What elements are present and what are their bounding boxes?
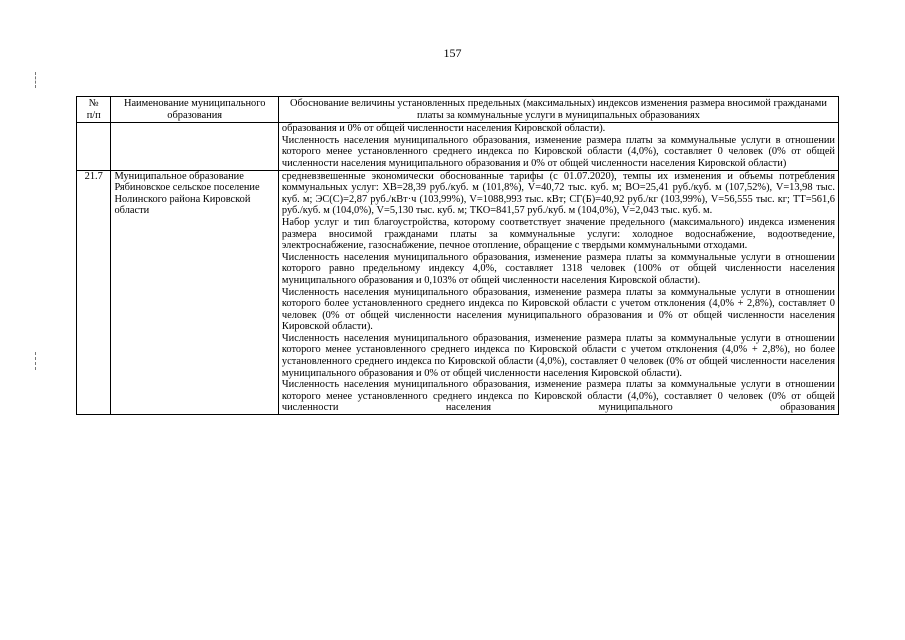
tariff-index-table (76, 96, 839, 415)
header-municipality-name: Наименование муниципального образования (111, 97, 278, 123)
table-row-21-7 (77, 170, 839, 414)
continuation-name (111, 123, 278, 170)
basis-paragraph: образования и 0% от общей численности населения Кировской области). (281, 123, 606, 135)
header-basis: Обоснование величины установленных предельных (максимальных) индексов изменения размера вносимой гражданами платы за коммунальные услуги в муниципальных образованиях (278, 97, 838, 123)
basis-paragraph: Численность населения муниципального образования, изменение размера платы за коммунальные услуги в отношении которого более установленного среднего индекса по Кировской области с учетом отклонения (4,0% + 2,8%), составляет 0 человек (0% от общей численности населения муниципального образования и 0% от общей численности населения Кировской области). (281, 286, 835, 333)
basis-text (278, 170, 838, 414)
basis-paragraph: Численность населения муниципального образования, изменение размера платы за коммунальные услуги в отношении которого равно предельному индексу 4,0%, составляет 1318 человек (100% от общей численности населения муниципального образования и 0,103% от общей численности населения Кировской области). (281, 251, 835, 286)
basis-paragraph: Набор услуг и тип благоустройства, которому соответствует значение предельного (максимального) индекса изменения размера вносимой гражданами платы за коммунальные услуги: холодное водоснабжение, водоотведение, электроснабжение, газоснабжение, печное отопление, обращение с твердыми коммунальными отходами. (281, 216, 835, 252)
table-row-continuation (77, 123, 839, 170)
basis-paragraph: Численность населения муниципального образования, изменение размера платы за коммунальные услуги в отношении которого менее установленного среднего индекса по Кировской области (4,0%), составляет 0 человек (0% от общей численности населения муниципального образования и 0% от общей численности населения Кировской области) (281, 134, 835, 169)
table-header-row (77, 97, 839, 123)
basis-paragraph: Численность населения муниципального образования, изменение размера платы за коммунальные услуги в отношении которого менее установленного среднего индекса по Кировской области с учетом отклонения (4,0% + 2,8%), но более установленного среднего индекса по Кировской области (4,0%), составляет 0 человек (0% от общей численности населения муниципального образования и 0% от общей численности населения Кировской области). (281, 332, 835, 379)
continuation-number (77, 123, 111, 170)
margin-mark (35, 352, 37, 370)
margin-mark (35, 72, 37, 88)
continuation-basis (278, 123, 838, 170)
header-number: № п/п (77, 97, 111, 123)
municipality-name: Муниципальное образование Рябиновское сельское поселение Нолинского района Кировской области (111, 170, 278, 414)
basis-paragraph: средневзвешенные экономически обоснованные тарифы (с 01.07.2020), темпы их изменения и объемы потребления коммунальных услуг: ХВ=28,39 руб./куб. м (101,8%), V=40,72 тыс. куб. м; ВО=25,41 руб./куб. м (107,52%), V=13,98 тыс. куб. м; ЭС(С)=2,87 руб./кВт·ч (103,99%), V=1088,993 тыс. кВт; СГ(Б)=40,92 руб./кг (103,99%), V=56,555 тыс. кг; ТТ=561,6 руб./куб. м (104,0%), V=5,130 тыс. куб. м; ТКО=841,57 руб./куб. м (104,0%), V=2,043 тыс. куб. м. (281, 170, 835, 217)
row-number: 21.7 (77, 170, 111, 414)
basis-paragraph: Численность населения муниципального образования, изменение размера платы за коммунальные услуги в отношении которого менее установленного среднего индекса по Кировской области (4,0%), составляет 0 человек (0% от общей численности населения муниципального образования (281, 379, 835, 414)
page-number: 157 (443, 46, 462, 60)
